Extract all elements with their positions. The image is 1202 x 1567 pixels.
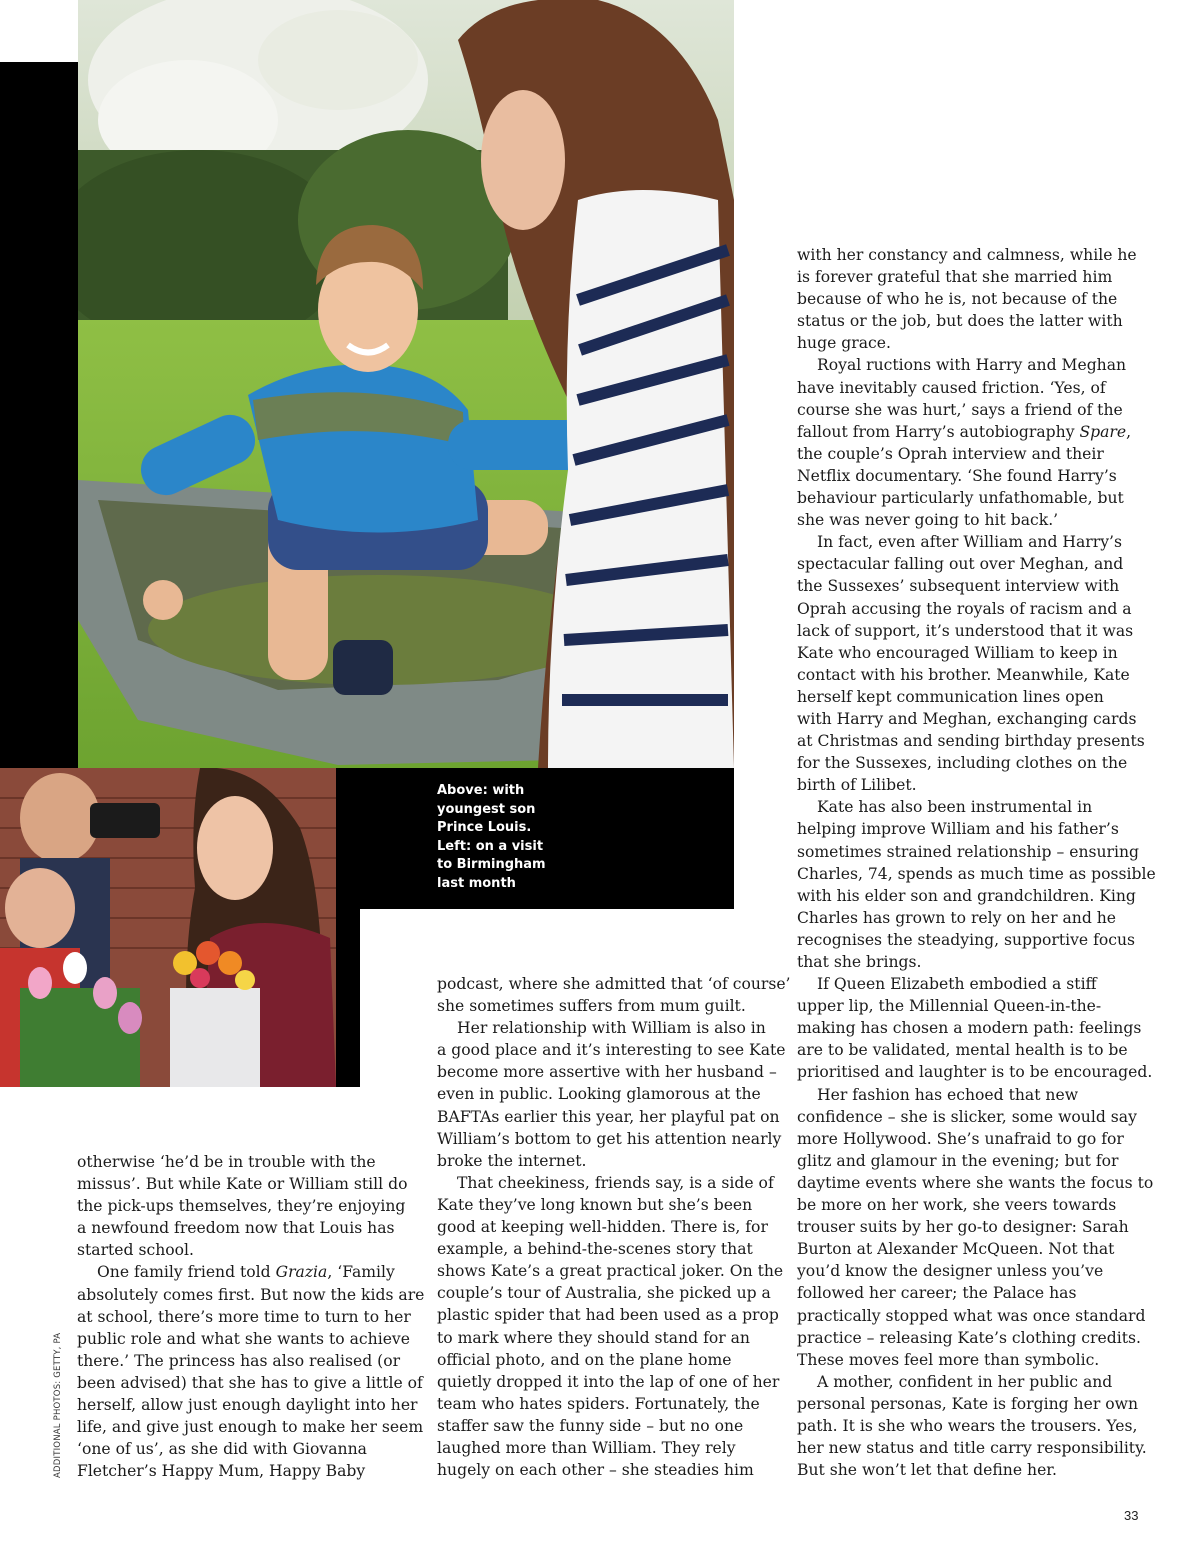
- text-line: If Queen Elizabeth embodied a stiff: [817, 975, 1097, 994]
- text-line: become more assertive with her husband –: [437, 1063, 777, 1082]
- caption-line: to Birmingham: [437, 857, 546, 872]
- text-line: absolutely comes first. But now the kids are: [77, 1285, 425, 1304]
- text-line: team who hates spiders. Fortunately, the: [437, 1394, 760, 1413]
- text-line: helping improve William and his father’s: [797, 820, 1119, 839]
- text-line: lack of support, it’s understood that it was: [797, 621, 1134, 640]
- text-line: prioritised and laughter is to be encouraged.: [797, 1063, 1153, 1082]
- text-line: personal personas, Kate is forging her own: [797, 1394, 1139, 1413]
- small-photo-birmingham-visit: [0, 768, 336, 1087]
- text-line: herself kept communication lines open: [797, 687, 1104, 706]
- text-line: couple’s tour of Australia, she picked up a: [437, 1284, 771, 1303]
- text-line: she sometimes suffers from mum guilt.: [437, 997, 746, 1016]
- text-line: otherwise ‘he’d be in trouble with the: [77, 1153, 376, 1171]
- text-line: [77, 1261, 417, 1283]
- text-line: been advised) that she has to give a little of: [77, 1373, 423, 1392]
- caption-line: Prince Louis.: [437, 820, 532, 835]
- text-segment: fallout from Harry’s autobiography: [797, 422, 1080, 441]
- text-line: podcast, where she admitted that ‘of course’: [437, 975, 791, 993]
- text-line: [797, 421, 1142, 443]
- text-line: ‘one of us’, as she did with Giovanna: [77, 1440, 367, 1459]
- text-line: started school.: [77, 1241, 194, 1260]
- text-line: These moves feel more than symbolic.: [797, 1350, 1100, 1369]
- text-line: Her relationship with William is also in: [457, 1019, 766, 1038]
- text-line: status or the job, but does the latter with: [797, 312, 1123, 331]
- text-line: missus’. But while Kate or William still do: [77, 1175, 408, 1194]
- text-line: laughed more than William. They rely: [437, 1438, 736, 1457]
- text-line: BAFTAs earlier this year, her playful pat on: [437, 1107, 780, 1126]
- text-line: that she brings.: [797, 953, 922, 971]
- text-line: at school, there’s more time to turn to her: [77, 1307, 411, 1326]
- photo-caption: [437, 782, 637, 893]
- text-line: her new status and title carry responsibility.: [797, 1439, 1147, 1458]
- text-line: birth of Lilibet.: [797, 776, 917, 795]
- text-line: confidence – she is slicker, some would say: [797, 1107, 1137, 1126]
- text-line: broke the internet.: [437, 1151, 587, 1170]
- text-line: Oprah accusing the royals of racism and a: [797, 599, 1132, 618]
- text-line: Her fashion has echoed that new: [817, 1085, 1079, 1104]
- text-line: recognises the steadying, supportive focus: [797, 930, 1136, 949]
- text-line: upper lip, the Millennial Queen-in-the-: [797, 997, 1102, 1016]
- text-line: Netflix documentary. ‘She found Harry’s: [797, 466, 1117, 485]
- text-line: hugely on each other – she steadies him: [437, 1461, 754, 1480]
- text-line: In fact, even after William and Harry’s: [817, 533, 1122, 552]
- text-line: have inevitably caused friction. ‘Yes, of: [797, 378, 1106, 397]
- text-line: daytime events where she wants the focus to: [797, 1173, 1154, 1192]
- text-line: course she was hurt,’ says a friend of the: [797, 400, 1123, 419]
- text-line: you’d know the designer unless you’ve: [797, 1262, 1104, 1281]
- text-line: A mother, confident in her public and: [817, 1372, 1113, 1391]
- text-line: plastic spider that had been used as a prop: [437, 1306, 779, 1325]
- text-segment: One family friend told: [97, 1263, 276, 1282]
- text-line: Burton at Alexander McQueen. Not that: [797, 1240, 1115, 1259]
- text-line: public role and what she wants to achieve: [77, 1329, 410, 1348]
- text-line: behaviour particularly unfathomable, but: [797, 489, 1124, 508]
- text-line: are to be validated, mental health is to be: [797, 1041, 1128, 1060]
- text-line: glitz and glamour in the evening; but for: [797, 1151, 1119, 1170]
- text-line: Kate who encouraged William to keep in: [797, 643, 1118, 662]
- text-line: with Harry and Meghan, exchanging cards: [797, 709, 1137, 728]
- text-segment: ,: [1126, 422, 1132, 441]
- page-number: 33: [1124, 1508, 1139, 1523]
- text-line: because of who he is, not because of the: [797, 290, 1118, 309]
- caption-line: last month: [437, 875, 516, 891]
- text-line: making has chosen a modern path: feelings: [797, 1019, 1142, 1038]
- text-line: more Hollywood. She’s unafraid to go for: [797, 1129, 1124, 1148]
- text-line: Fletcher’s Happy Mum, Happy Baby: [77, 1462, 366, 1481]
- main-photo-louis-wheelbarrow: [78, 0, 734, 768]
- caption-line: youngest son: [437, 801, 536, 817]
- text-line: to mark where they should stand for an: [437, 1328, 750, 1347]
- text-line: Kate they’ve long known but she’s been: [437, 1195, 753, 1214]
- text-line: official photo, and on the plane home: [437, 1350, 732, 1369]
- black-panel-strip: [336, 909, 360, 1087]
- text-line: Kate has also been instrumental in: [817, 798, 1093, 817]
- caption-line: Above: with: [437, 783, 525, 798]
- text-line: Charles has grown to rely on her and he: [797, 908, 1117, 927]
- text-line: herself, allow just enough daylight into her: [77, 1396, 418, 1415]
- publication-name: Grazia: [275, 1263, 328, 1282]
- text-line: with his elder son and grandchildren. King: [797, 886, 1136, 905]
- text-segment: , ‘Family: [327, 1263, 395, 1282]
- text-line: trouser suits by her go-to designer: Sarah: [797, 1218, 1129, 1237]
- body-text-column-2: [437, 973, 791, 1481]
- caption-line: Left: on a visit: [437, 838, 544, 854]
- text-line: be more on her work, she veers towards: [797, 1196, 1117, 1215]
- text-line: at Christmas and sending birthday presents: [797, 732, 1145, 751]
- text-line: huge grace.: [797, 334, 891, 353]
- text-line: a newfound freedom now that Louis has: [77, 1219, 395, 1238]
- text-line: life, and give just enough to make her seem: [77, 1418, 424, 1437]
- black-panel-left: [0, 62, 78, 768]
- photo-credit: ADDITIONAL PHOTOS: GETTY, PA: [53, 1332, 63, 1478]
- body-text-column-1: [77, 1151, 425, 1482]
- text-line: the pick-ups themselves, they’re enjoying: [77, 1197, 406, 1216]
- text-line: there.’ The princess has also realised (or: [77, 1351, 401, 1370]
- text-line: good at keeping well-hidden. There is, for: [437, 1218, 768, 1237]
- text-line: William’s bottom to get his attention nearly: [437, 1129, 782, 1148]
- text-line: Charles, 74, spends as much time as possible: [797, 864, 1156, 883]
- text-line: Royal ructions with Harry and Meghan: [817, 356, 1127, 375]
- text-line: is forever grateful that she married him: [797, 268, 1113, 287]
- text-line: example, a behind-the-scenes story that: [437, 1240, 753, 1259]
- text-line: followed her career; the Palace has: [797, 1284, 1077, 1303]
- text-line: sometimes strained relationship – ensuring: [797, 842, 1140, 861]
- text-line: shows Kate’s a great practical joker. On the: [437, 1262, 784, 1281]
- book-title: Spare: [1079, 422, 1127, 441]
- text-line: That cheekiness, friends say, is a side of: [457, 1173, 774, 1192]
- text-line: for the Sussexes, including clothes on the: [797, 754, 1128, 773]
- text-line: staffer saw the funny side – but no one: [437, 1416, 744, 1435]
- text-line: path. It is she who wears the trousers. Yes,: [797, 1416, 1138, 1435]
- text-line: the Sussexes’ subsequent interview with: [797, 577, 1120, 596]
- text-line: she was never going to hit back.’: [797, 511, 1059, 530]
- text-line: with her constancy and calmness, while he: [797, 246, 1137, 264]
- text-line: quietly dropped it into the lap of one of her: [437, 1372, 780, 1391]
- text-line: contact with his brother. Meanwhile, Kate: [797, 665, 1130, 684]
- body-text-column-3: [797, 244, 1156, 1481]
- text-line: practically stopped what was once standard: [797, 1306, 1146, 1325]
- text-line: But she won’t let that define her.: [797, 1461, 1057, 1480]
- text-line: a good place and it’s interesting to see Kate: [437, 1041, 786, 1060]
- text-line: practice – releasing Kate’s clothing credits.: [797, 1328, 1141, 1347]
- text-line: spectacular falling out over Meghan, and: [797, 555, 1124, 574]
- text-line: the couple’s Oprah interview and their: [797, 444, 1104, 463]
- text-line: even in public. Looking glamorous at the: [437, 1085, 761, 1104]
